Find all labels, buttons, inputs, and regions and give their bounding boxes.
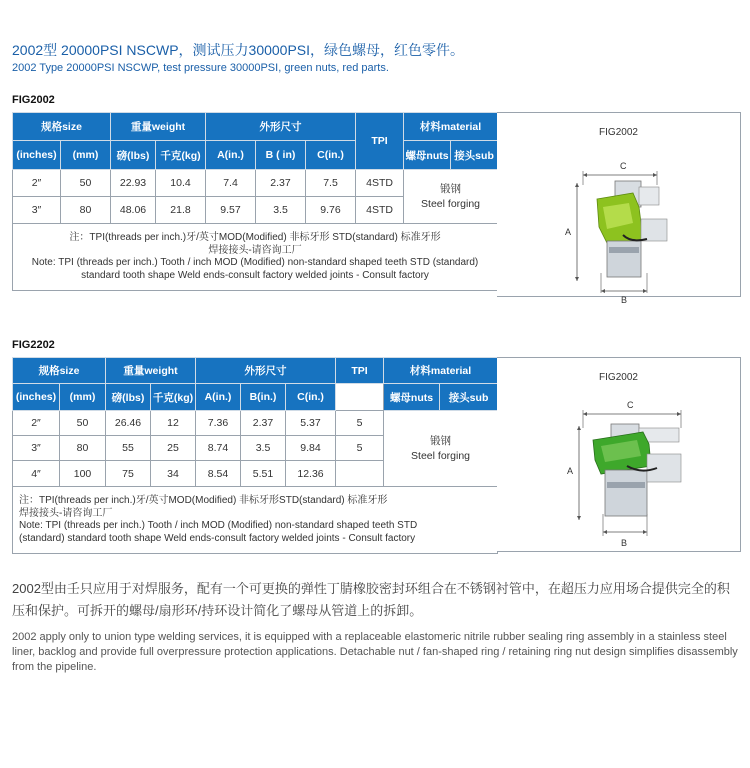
fig1-diagram-caption: FIG2002 xyxy=(599,127,638,138)
cell-lbs: 22.93 xyxy=(111,170,156,197)
cell-a: 8.54 xyxy=(196,461,241,487)
fig1-header-inches: (inches) xyxy=(13,141,61,170)
fig1-header-size: 规格size xyxy=(13,113,111,141)
fig2-header-size: 规格size xyxy=(13,358,106,384)
cell-a: 8.74 xyxy=(196,436,241,461)
cell-inches: 3″ xyxy=(13,197,61,224)
fig1-note-line: 焊接接头-请咨询工厂 xyxy=(208,244,302,256)
cell-b: 2.37 xyxy=(241,411,286,436)
fig2-header-kg: 千克(kg) xyxy=(151,384,196,411)
fig2-note-line: (standard) standard tooth shape Weld ends-consult factory welded joints - Consult factory xyxy=(19,532,416,544)
fig2-note xyxy=(13,487,498,554)
cell-b: 3.5 xyxy=(256,197,306,224)
fig2-header-a: A(in.) xyxy=(196,384,241,411)
fig1-header-weight: 重量weight xyxy=(111,113,206,141)
fig1-header-lbs: 磅(lbs) xyxy=(111,141,156,170)
cell-kg: 21.8 xyxy=(156,197,206,224)
fig2-dim-b: B xyxy=(621,538,628,548)
fig1-spec-table xyxy=(12,112,498,291)
fig2-note-line: Note: TPI (threads per inch.) Tooth / inch MOD (Modified) non-standard shaped teeth STD xyxy=(19,520,418,531)
table-row xyxy=(13,411,498,436)
fig2-diagram-panel xyxy=(497,357,741,552)
cell-kg: 10.4 xyxy=(156,170,206,197)
fig2-material-cell xyxy=(384,411,498,487)
fig2-header-sub: 接头sub xyxy=(440,384,498,411)
cell-c: 7.5 xyxy=(306,170,356,197)
fig1-union-diagram xyxy=(497,123,740,305)
fig2-material-cn: 锻钢 xyxy=(430,434,452,447)
cell-lbs: 48.06 xyxy=(111,197,156,224)
cell-inches: 2″ xyxy=(13,170,61,197)
cell-a: 7.4 xyxy=(206,170,256,197)
fig1-header-c: C(in.) xyxy=(306,141,356,170)
cell-mm: 100 xyxy=(60,461,106,487)
fig1-header-a: A(in.) xyxy=(206,141,256,170)
description-en: 2002 apply only to union type welding services, it is equipped with a replaceable elastomeric nitrile rubber sealing ring assembly in a stainless steel liner, backlog and provide full overpressure protection applications. Detachable nut / fan-shaped ring / retaining ring nut design simplifies disassembly from the pipeline. xyxy=(12,631,738,673)
fig1-header-sub: 接头sub xyxy=(451,141,498,170)
cell-c: 9.84 xyxy=(286,436,336,461)
fig2-diagram-caption: FIG2002 xyxy=(599,372,638,383)
cell-tpi: 5 xyxy=(336,411,384,436)
table-row xyxy=(13,170,498,197)
cell-lbs: 75 xyxy=(106,461,151,487)
fig1-header-kg: 千克(kg) xyxy=(156,141,206,170)
cell-b: 2.37 xyxy=(256,170,306,197)
fig1-material-cell xyxy=(404,170,498,224)
fig1-note-line: Note: TPI (threads per inch.) Tooth / inch MOD (Modified) non-standard shaped teeth STD (standard) xyxy=(31,257,479,268)
fig1-header-b: B ( in) xyxy=(256,141,306,170)
fig2-header-inches: (inches) xyxy=(13,384,60,411)
fig1-label: FIG2002 xyxy=(12,94,55,106)
fig2-material-en: Steel forging xyxy=(411,449,471,462)
fig2-header-b: B(in.) xyxy=(241,384,286,411)
fig2-label: FIG2202 xyxy=(12,339,55,351)
fig1-material-en: Steel forging xyxy=(421,197,481,210)
cell-mm: 50 xyxy=(60,411,106,436)
cell-c: 12.36 xyxy=(286,461,336,487)
fig1-diagram-panel xyxy=(497,112,741,305)
fig2-header-tpi: TPI xyxy=(336,358,384,384)
cell-b: 3.5 xyxy=(241,436,286,461)
fig2-header-weight: 重量weight xyxy=(106,358,196,384)
fig1-header-tpi: TPI xyxy=(356,113,404,170)
cell-kg: 12 xyxy=(151,411,196,436)
fig2-note-line: 焊接接头-请咨询工厂 xyxy=(19,507,113,519)
cell-inches: 4″ xyxy=(13,461,60,487)
cell-c: 9.76 xyxy=(306,197,356,224)
cell-b: 5.51 xyxy=(241,461,286,487)
fig2-union-diagram xyxy=(497,370,740,550)
fig1-header-dims: 外形尺寸 xyxy=(206,113,356,141)
cell-lbs: 26.46 xyxy=(106,411,151,436)
cell-a: 7.36 xyxy=(196,411,241,436)
cell-inches: 2″ xyxy=(13,411,60,436)
cell-inches: 3″ xyxy=(13,436,60,461)
cell-tpi: 5 xyxy=(336,436,384,461)
fig2-header-lbs: 磅(lbs) xyxy=(106,384,151,411)
fig2-header-mm: (mm) xyxy=(60,384,106,411)
cell-mm: 80 xyxy=(60,436,106,461)
cell-mm: 80 xyxy=(61,197,111,224)
fig1-note-line: 注：TPI(threads per inch.)牙/英寸MOD(Modified) 非标牙形 STD(standard) 标准牙形 xyxy=(69,232,441,243)
cell-tpi xyxy=(336,461,384,487)
cell-c: 5.37 xyxy=(286,411,336,436)
fig2-spec-table xyxy=(12,357,498,554)
fig1-dim-b: B xyxy=(621,295,628,305)
fig1-header-mm: (mm) xyxy=(61,141,111,170)
fig2-header-material: 材料material xyxy=(384,358,498,384)
fig1-dim-c: C xyxy=(620,161,627,171)
fig2-note-line: 注：TPI(threads per inch.)牙/英寸MOD(Modified) 非标牙形STD(standard) 标准牙形 xyxy=(19,495,388,506)
fig2-dim-c: C xyxy=(627,400,634,410)
cell-mm: 50 xyxy=(61,170,111,197)
heading-cn: 2002型 20000PSI NSCWP，测试压力30000PSI，绿色螺母，红色零件。 xyxy=(12,42,465,58)
fig1-note-line: standard tooth shape Weld ends-consult factory welded joints - Consult factory xyxy=(81,269,429,281)
cell-tpi: 4STD xyxy=(356,170,404,197)
fig1-material-cn: 锻钢 xyxy=(440,182,462,195)
fig1-dim-a: A xyxy=(565,227,572,237)
fig2-header-dims: 外形尺寸 xyxy=(196,358,336,384)
cell-kg: 34 xyxy=(151,461,196,487)
cell-lbs: 55 xyxy=(106,436,151,461)
cell-tpi: 4STD xyxy=(356,197,404,224)
cell-a: 9.57 xyxy=(206,197,256,224)
fig1-header-nuts: 螺母nuts xyxy=(404,141,451,170)
fig2-dim-a: A xyxy=(567,466,574,476)
fig2-header-nuts: 螺母nuts xyxy=(384,384,440,411)
fig1-note xyxy=(13,224,498,291)
fig2-header-tpi-blank xyxy=(336,384,384,411)
fig1-header-material: 材料material xyxy=(404,113,498,141)
cell-kg: 25 xyxy=(151,436,196,461)
fig2-header-c: C(in.) xyxy=(286,384,336,411)
heading-en: 2002 Type 20000PSI NSCWP, test pressure 30000PSI, green nuts, red parts. xyxy=(12,62,389,74)
description-cn: 2002型由壬只应用于对焊服务，配有一个可更换的弹性丁腈橡胶密封环组合在不锈钢衬管中，在超压力应用场合提供完全的积压和保护。可拆开的螺母/扇形环/持环设计简化了螺母从管道上的拆卸。 xyxy=(12,581,730,618)
